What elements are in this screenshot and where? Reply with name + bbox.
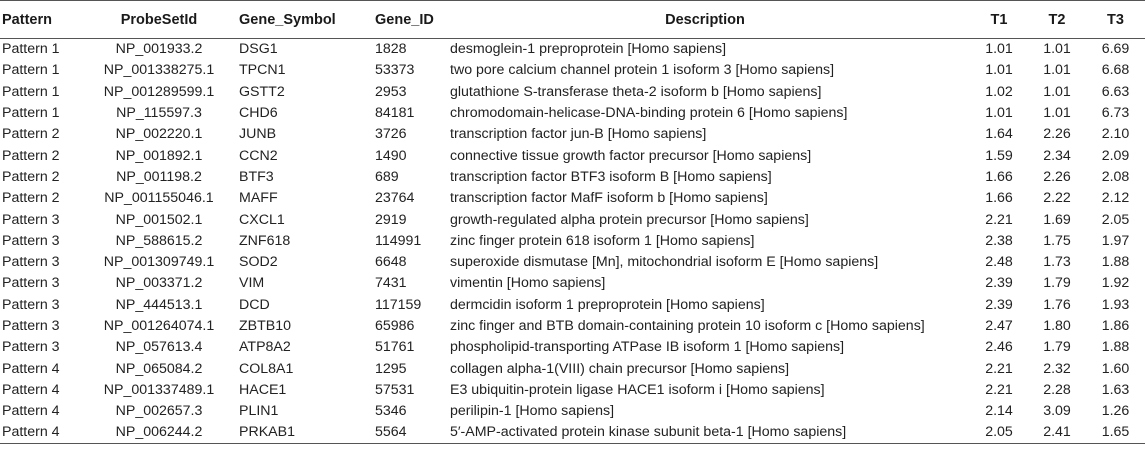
cell-t3: 1.86 xyxy=(1101,318,1130,334)
cell-t2: 1.75 xyxy=(1043,232,1071,249)
cell-gene-symbol: CCN2 xyxy=(239,147,278,164)
cell-gene-id: 2953 xyxy=(375,83,407,100)
cell-t2: 1.69 xyxy=(1043,211,1071,228)
cell-gene-id: 7431 xyxy=(375,275,407,292)
cell-t3: 1.65 xyxy=(1086,422,1145,443)
cell-t2: 1.73 xyxy=(1043,254,1071,271)
cell-probesetid: NP_001933.2 xyxy=(115,41,203,58)
cell-t1: 1.59 xyxy=(985,147,1013,164)
cell-gene-id: 2919 xyxy=(375,211,407,228)
cell-t2: 1.79 xyxy=(1043,275,1071,292)
cell-t1: 2.39 xyxy=(985,275,1013,292)
cell-description: chromodomain-helicase-DNA-binding protein 6 [Homo sapiens] xyxy=(450,105,848,122)
cell-t3: 2.08 xyxy=(1101,168,1130,185)
cell-probesetid: NP_001338275.1 xyxy=(103,62,215,79)
cell-probesetid: NP_065084.2 xyxy=(115,360,203,377)
cell-gene-symbol: CXCL1 xyxy=(239,211,285,228)
cell-t2: 2.32 xyxy=(1043,360,1071,377)
cell-t2: 3.09 xyxy=(1043,403,1071,420)
cell-pattern: Pattern 2 xyxy=(2,126,60,143)
cell-probesetid: NP_006244.2 xyxy=(88,422,230,443)
cell-gene-symbol: HACE1 xyxy=(239,381,287,398)
cell-t2: 1.76 xyxy=(1043,296,1071,313)
cell-t1: 2.46 xyxy=(985,339,1013,356)
cell-t1: 2.39 xyxy=(985,296,1013,313)
cell-gene-symbol: PRKAB1 xyxy=(230,422,358,443)
cell-gene-id: 1490 xyxy=(375,147,407,164)
cell-pattern: Pattern 3 xyxy=(2,275,60,292)
cell-gene-symbol: COL8A1 xyxy=(239,360,294,377)
cell-gene-id: 117159 xyxy=(375,296,422,313)
cell-description: vimentin [Homo sapiens] xyxy=(450,275,606,292)
cell-gene-id: 3726 xyxy=(375,126,407,143)
cell-t1: 1.01 xyxy=(985,62,1013,79)
cell-pattern: Pattern 3 xyxy=(2,232,60,249)
cell-probesetid: NP_001502.1 xyxy=(115,211,203,228)
header-t3: T3 xyxy=(1086,1,1145,39)
cell-pattern: Pattern 3 xyxy=(2,211,60,228)
cell-pattern: Pattern 1 xyxy=(2,105,60,122)
cell-probesetid: NP_001337489.1 xyxy=(103,381,215,398)
cell-t2: 2.41 xyxy=(1028,422,1086,443)
cell-t1: 2.21 xyxy=(985,381,1013,398)
cell-description: dermcidin isoform 1 preproprotein [Homo sapiens] xyxy=(450,296,765,313)
cell-probesetid: NP_001264074.1 xyxy=(103,318,215,334)
cell-pattern: Pattern 3 xyxy=(2,254,60,271)
cell-t2: 2.26 xyxy=(1043,126,1071,143)
cell-gene-id: 53373 xyxy=(375,62,415,79)
cell-pattern: Pattern 2 xyxy=(2,168,60,185)
cell-t1: 2.38 xyxy=(985,232,1013,249)
cell-t2: 2.28 xyxy=(1043,381,1071,398)
cell-gene-symbol: PLIN1 xyxy=(239,403,279,420)
cell-t3: 2.05 xyxy=(1101,211,1130,228)
table-row xyxy=(0,230,1145,251)
cell-pattern: Pattern 3 xyxy=(2,318,60,334)
cell-gene-symbol: ZBTB10 xyxy=(239,318,292,334)
table-row xyxy=(0,273,1145,294)
cell-gene-id: 23764 xyxy=(375,190,415,207)
cell-description: transcription factor BTF3 isoform B [Homo sapiens] xyxy=(450,168,772,185)
cell-pattern: Pattern 3 xyxy=(2,296,60,313)
table-row xyxy=(0,294,1145,315)
cell-probesetid: NP_001198.2 xyxy=(116,168,202,185)
cell-gene-symbol: VIM xyxy=(239,275,265,292)
table-row xyxy=(0,422,1145,443)
table-row xyxy=(0,358,1145,379)
table-row xyxy=(0,124,1145,145)
cell-description: E3 ubiquitin-protein ligase HACE1 isoform i [Homo sapiens] xyxy=(450,381,825,398)
cell-description: zinc finger protein 618 isoform 1 [Homo sapiens] xyxy=(450,232,755,249)
cell-pattern: Pattern 4 xyxy=(2,360,60,377)
table-row xyxy=(0,337,1145,358)
cell-t2: 2.22 xyxy=(1043,190,1071,207)
cell-pattern: Pattern 4 xyxy=(2,381,60,398)
cell-gene-id: 6648 xyxy=(375,254,407,271)
cell-gene-symbol: GSTT2 xyxy=(239,83,285,100)
cell-gene-id: 65986 xyxy=(375,318,415,334)
cell-t3: 1.88 xyxy=(1101,339,1130,356)
cell-t3: 2.12 xyxy=(1101,190,1130,207)
cell-pattern: Pattern 3 xyxy=(2,339,60,356)
header-pattern: Pattern xyxy=(0,1,88,39)
cell-gene-symbol: MAFF xyxy=(239,190,278,207)
cell-gene-symbol: DSG1 xyxy=(239,41,278,58)
cell-gene-symbol: DCD xyxy=(239,296,270,313)
cell-gene-id: 51761 xyxy=(375,339,415,356)
cell-probesetid: NP_002657.3 xyxy=(115,403,203,420)
table-row xyxy=(0,145,1145,166)
cell-description: perilipin-1 [Homo sapiens] xyxy=(450,403,615,420)
header-gene-id: Gene_ID xyxy=(358,1,440,39)
cell-gene-symbol: TPCN1 xyxy=(239,62,286,79)
cell-gene-id: 1828 xyxy=(375,41,407,58)
header-t1: T1 xyxy=(970,1,1028,39)
cell-t1: 1.66 xyxy=(985,190,1013,207)
cell-t2: 1.01 xyxy=(1043,62,1071,79)
cell-t1: 1.01 xyxy=(985,105,1013,122)
cell-probesetid: NP_001155046.1 xyxy=(104,190,214,207)
cell-pattern: Pattern 1 xyxy=(2,41,60,58)
cell-description: superoxide dismutase [Mn], mitochondrial isoform E [Homo sapiens] xyxy=(450,254,879,271)
cell-t2: 1.79 xyxy=(1043,339,1071,356)
cell-t1: 2.14 xyxy=(985,403,1013,420)
cell-probesetid: NP_003371.2 xyxy=(115,275,203,292)
cell-t3: 1.63 xyxy=(1101,381,1130,398)
cell-t1: 2.05 xyxy=(970,422,1028,443)
table-row xyxy=(0,209,1145,230)
table-row xyxy=(0,401,1145,422)
cell-gene-id: 84181 xyxy=(375,105,415,122)
cell-description: desmoglein-1 preproprotein [Homo sapiens] xyxy=(450,41,727,58)
cell-gene-id: 114991 xyxy=(375,232,422,249)
cell-pattern: Pattern 2 xyxy=(2,190,60,207)
cell-t1: 2.21 xyxy=(985,360,1013,377)
table-row xyxy=(0,251,1145,272)
cell-description: transcription factor jun-B [Homo sapiens] xyxy=(450,126,707,143)
cell-t3: 6.69 xyxy=(1101,41,1130,58)
header-t2: T2 xyxy=(1028,1,1086,39)
cell-gene-symbol: CHD6 xyxy=(239,105,278,122)
cell-probesetid: NP_001289599.1 xyxy=(103,83,215,100)
cell-t3: 1.88 xyxy=(1101,254,1130,271)
cell-probesetid: NP_001309749.1 xyxy=(103,254,215,271)
header-description: Description xyxy=(440,1,970,39)
cell-t3: 1.60 xyxy=(1101,360,1130,377)
cell-t1: 2.48 xyxy=(985,254,1013,271)
cell-t3: 6.63 xyxy=(1101,83,1130,100)
table-row xyxy=(0,102,1145,123)
cell-t2: 1.80 xyxy=(1043,318,1071,334)
table-row xyxy=(0,39,1145,60)
cell-gene-id: 57531 xyxy=(375,381,415,398)
cell-pattern: Pattern 4 xyxy=(0,422,88,443)
cell-t2: 2.34 xyxy=(1043,147,1071,164)
header-row xyxy=(0,1,1145,39)
cell-t3: 1.26 xyxy=(1101,403,1130,420)
cell-description: 5′-AMP-activated protein kinase subunit beta-1 [Homo sapiens] xyxy=(440,422,970,443)
table-row xyxy=(0,315,1145,336)
cell-description: transcription factor MafF isoform b [Homo sapiens] xyxy=(450,190,768,207)
cell-description: zinc finger and BTB domain-containing protein 10 isoform c [Homo sapiens] xyxy=(450,318,925,334)
cell-t1: 1.01 xyxy=(985,41,1013,58)
cell-t2: 1.01 xyxy=(1043,41,1071,58)
cell-t3: 6.68 xyxy=(1101,62,1130,79)
cell-probesetid: NP_001892.1 xyxy=(115,147,203,164)
cell-probesetid: NP_002220.1 xyxy=(115,126,203,143)
cell-description: collagen alpha-1(VIII) chain precursor [Homo sapiens] xyxy=(450,360,790,377)
cell-t3: 6.73 xyxy=(1101,105,1130,122)
cell-gene-symbol: ZNF618 xyxy=(239,232,291,249)
cell-pattern: Pattern 1 xyxy=(2,62,60,79)
cell-pattern: Pattern 1 xyxy=(2,83,60,100)
cell-t3: 2.10 xyxy=(1101,126,1130,143)
table-row xyxy=(0,188,1145,209)
header-gene-symbol: Gene_Symbol xyxy=(230,1,358,39)
cell-description: connective tissue growth factor precursor [Homo sapiens] xyxy=(450,147,812,164)
cell-gene-symbol: JUNB xyxy=(239,126,277,143)
cell-description: two pore calcium channel protein 1 isoform 3 [Homo sapiens] xyxy=(450,62,835,79)
cell-description: phospholipid-transporting ATPase IB isoform 1 [Homo sapiens] xyxy=(450,339,845,356)
cell-description: growth-regulated alpha protein precursor [Homo sapiens] xyxy=(450,211,809,228)
cell-t3: 1.93 xyxy=(1101,296,1130,313)
cell-t2: 1.01 xyxy=(1043,83,1071,100)
cell-t2: 2.26 xyxy=(1043,168,1071,185)
cell-gene-id: 1295 xyxy=(375,360,407,377)
cell-t3: 1.92 xyxy=(1101,275,1130,292)
cell-pattern: Pattern 4 xyxy=(2,403,60,420)
cell-t1: 1.02 xyxy=(985,83,1013,100)
cell-gene-symbol: SOD2 xyxy=(239,254,278,271)
cell-t1: 1.64 xyxy=(985,126,1013,143)
cell-t2: 1.01 xyxy=(1043,105,1071,122)
cell-probesetid: NP_115597.3 xyxy=(116,105,202,122)
table-row xyxy=(0,60,1145,81)
cell-gene-id: 5564 xyxy=(358,422,440,443)
cell-gene-symbol: ATP8A2 xyxy=(239,339,291,356)
cell-probesetid: NP_444513.1 xyxy=(115,296,203,313)
cell-probesetid: NP_588615.2 xyxy=(115,232,203,249)
cell-t1: 2.47 xyxy=(985,318,1013,334)
cell-description: glutathione S-transferase theta-2 isoform b [Homo sapiens] xyxy=(450,83,822,100)
cell-gene-symbol: BTF3 xyxy=(239,168,274,185)
cell-probesetid: NP_057613.4 xyxy=(115,339,203,356)
cell-t3: 2.09 xyxy=(1101,147,1130,164)
cell-gene-id: 689 xyxy=(375,168,399,185)
table-row xyxy=(0,166,1145,187)
cell-pattern: Pattern 2 xyxy=(2,147,60,164)
table-row xyxy=(0,379,1145,400)
cell-t3: 1.97 xyxy=(1101,232,1130,249)
table-body xyxy=(0,39,1145,444)
cell-t1: 1.66 xyxy=(985,168,1013,185)
cell-gene-id: 5346 xyxy=(375,403,407,420)
table-row xyxy=(0,81,1145,102)
header-probesetid: ProbeSetId xyxy=(88,1,230,39)
cell-t1: 2.21 xyxy=(985,211,1013,228)
